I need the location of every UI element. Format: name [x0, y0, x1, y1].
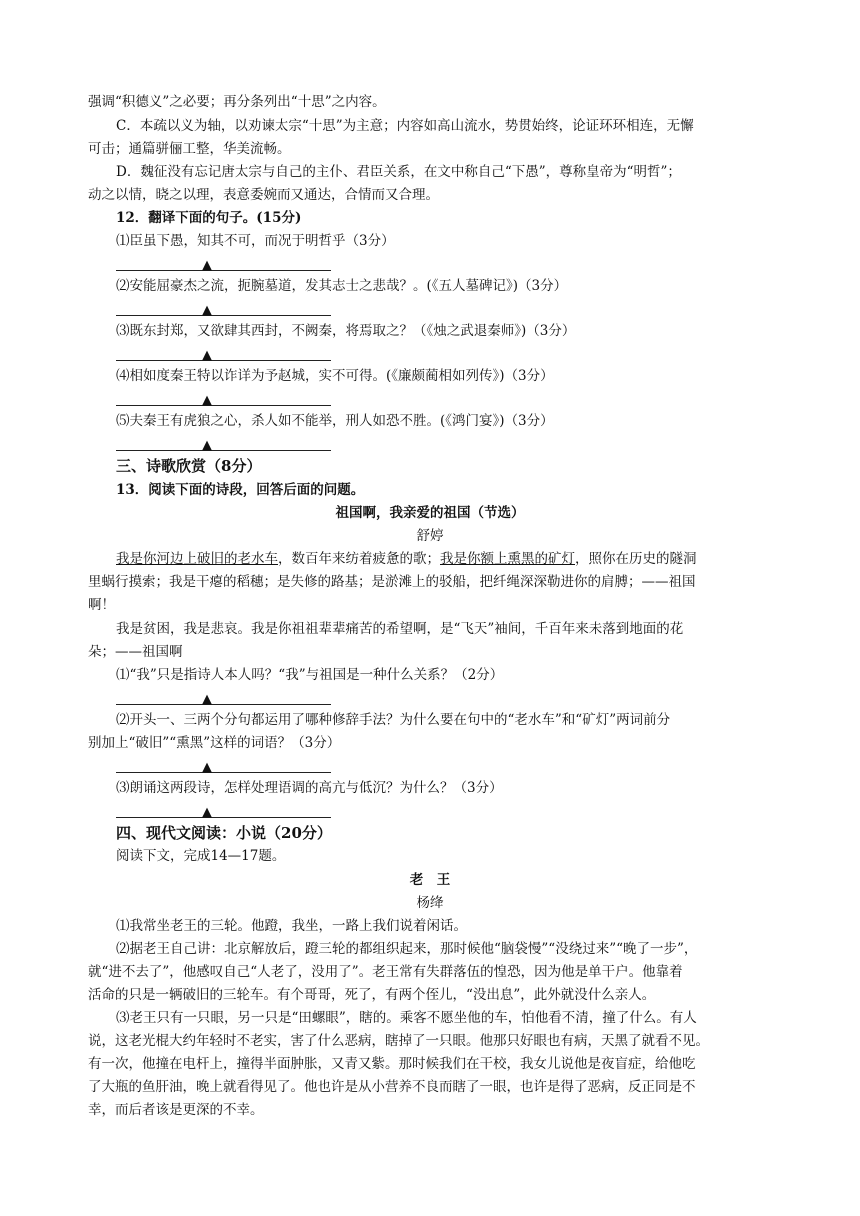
q11-option-c-line2: 可击；通篇骈俪工整，华美流畅。	[88, 141, 291, 157]
section-3-heading: 三、诗歌欣赏（8分）	[116, 457, 262, 475]
answer-blank[interactable]	[116, 388, 331, 408]
story-author: 杨绛	[416, 895, 444, 911]
story-paragraph-2-line2: 就“进不去了”，他感叹自己“人老了，没用了”。老王常有失群落伍的惶恐，因为他是单干户。他靠着	[88, 964, 683, 980]
story-paragraph-2-line1: ⑵据老王自己讲：北京解放后，蹬三轮的都组织起来，那时候他“脑袋慢”“没绕过来”“晚了一步”，	[116, 941, 698, 957]
story-title: 老 王	[409, 872, 451, 888]
underlined-phrase-water-wheel: 我是你河边上破旧的老水车	[116, 551, 278, 567]
q11-option-b-continued: 强调“积德义”之必要；再分条列出“十思”之内容。	[88, 94, 386, 110]
answer-blank[interactable]	[116, 433, 331, 453]
section-4-intro: 阅读下文，完成14—17题。	[116, 848, 286, 864]
answer-blank[interactable]	[116, 687, 331, 707]
q11-option-d-line1: D．魏征没有忘记唐太宗与自己的主仆、君臣关系，在文中称自己“下愚”，尊称皇帝为“明哲”；	[116, 164, 681, 180]
answer-mark: ▲	[202, 393, 212, 408]
q12-item-5: ⑸夫秦王有虎狼之心，杀人如不能举，刑人如恐不胜。(《鸿门宴》)（3分）	[116, 413, 554, 429]
answer-blank[interactable]	[116, 298, 331, 318]
q13-sub-2-line2: 别加上“破旧”“熏黑”这样的词语？（3分）	[88, 735, 341, 751]
answer-mark: ▲	[202, 258, 212, 273]
story-paragraph-3-line5: 幸，而后者该是更深的不幸。	[88, 1102, 264, 1118]
poem-stanza-1-line2: 里蜗行摸索；我是干瘪的稻穗；是失修的路基；是淤滩上的驳船，把纤绳深深勒进你的肩膊；——祖国	[88, 574, 696, 590]
underlined-phrase-miner-lamp: 我是你额上熏黑的矿灯	[440, 551, 575, 567]
q12-item-1: ⑴臣虽下愚，知其不可，而况于明哲乎（3分）	[116, 233, 395, 249]
answer-blank[interactable]	[116, 343, 331, 363]
story-paragraph-1: ⑴我常坐老王的三轮。他蹬，我坐，一路上我们说着闲话。	[116, 918, 467, 934]
q13-sub-1: ⑴“我”只是指诗人本人吗？“我”与祖国是一种什么关系？（2分）	[116, 667, 504, 683]
q13-sub-2-line1: ⑵开头一、三两个分句都运用了哪种修辞手法？为什么要在句中的“老水车”和“矿灯”两词前分	[116, 712, 671, 728]
q12-item-3: ⑶既东封郑，又欲肆其西封，不阙秦，将焉取之？（《烛之武退秦师》)（3分）	[116, 323, 576, 339]
poem-title: 祖国啊，我亲爱的祖国（节选）	[335, 505, 525, 521]
answer-blank[interactable]	[116, 253, 331, 273]
answer-mark: ▲	[202, 303, 212, 318]
section-4-heading: 四、现代文阅读：小说（20分）	[116, 824, 332, 842]
story-paragraph-3-line1: ⑶老王只有一只眼，另一只是“田螺眼”，瞎的。乘客不愿坐他的车，怕他看不清，撞了什么。有人	[116, 1010, 697, 1026]
q11-option-d-line2: 动之以情，晓之以理，表意委婉而又通达，合情而又合理。	[88, 187, 439, 203]
answer-mark: ▲	[202, 760, 212, 775]
story-paragraph-3-line4: 了大瓶的鱼肝油，晚上就看得见了。他也许是从小营养不良而瞎了一眼，也许是得了恶病，反正同是不	[88, 1079, 696, 1095]
q11-option-c-line1: C．本疏以义为轴，以劝谏太宗“十思”为主意；内容如高山流水，势贯始终，论证环环相连，无懈	[116, 118, 694, 134]
answer-mark: ▲	[202, 692, 212, 707]
answer-blank[interactable]	[116, 800, 331, 820]
story-paragraph-3-line3: 有一次，他撞在电杆上，撞得半面肿胀，又青又紫。那时候我们在干校，我女儿说他是夜盲症，给他吃	[88, 1056, 696, 1072]
story-paragraph-3-line2: 说，这老光棍大约年轻时不老实，害了什么恶病，瞎掉了一只眼。他那只好眼也有病，天黑了就看不见。	[88, 1033, 709, 1049]
q12-heading: 12．翻译下面的句子。(15分)	[116, 210, 302, 226]
story-paragraph-2-line3: 活命的只是一辆破旧的三轮车。有个哥哥，死了，有两个侄儿，“没出息”，此外就没什么亲人。	[88, 987, 656, 1003]
q13-sub-3: ⑶朗诵这两段诗，怎样处理语调的高亢与低沉？为什么？（3分）	[116, 780, 503, 796]
q12-item-2: ⑵安能屈豪杰之流，扼腕墓道，发其志士之悲哉？。(《五人墓碑记》)（3分）	[116, 278, 568, 294]
poem-stanza-1-line3: 啊！	[88, 597, 115, 613]
poem-author: 舒婷	[416, 528, 444, 544]
answer-blank[interactable]	[116, 755, 331, 775]
answer-mark: ▲	[202, 438, 212, 453]
poem-stanza-2-line2: 朵；——祖国啊	[88, 644, 183, 660]
poem-stanza-1-line1: 我是你河边上破旧的老水车，数百年来纺着疲惫的歌；我是你额上熏黑的矿灯，照你在历史的隧洞	[116, 551, 697, 567]
answer-mark: ▲	[202, 348, 212, 363]
poem-stanza-2-line1: 我是贫困，我是悲哀。我是你祖祖辈辈痛苦的希望啊，是“飞天”袖间，千百年来未落到地面的花	[116, 621, 684, 637]
q13-heading: 13．阅读下面的诗段，回答后面的问题。	[116, 482, 365, 498]
answer-mark: ▲	[202, 805, 212, 820]
q12-item-4: ⑷相如度秦王特以诈详为予赵城，实不可得。(《廉颇蔺相如列传》)（3分）	[116, 368, 554, 384]
